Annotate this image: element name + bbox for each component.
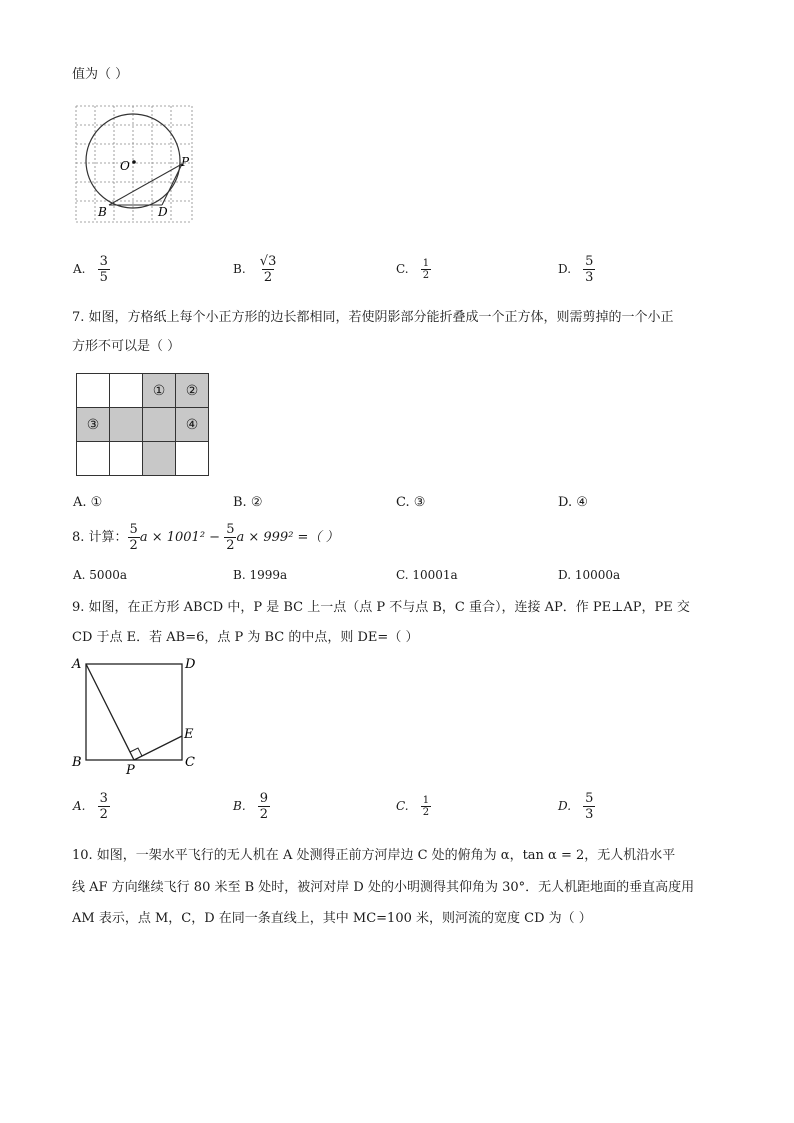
- q6-circle-figure: [74, 104, 194, 226]
- q8-frac-2: $\frac{5}{2}$: [226, 522, 235, 553]
- q7-stem-line1: 7. 如图，方格纸上每个小正方形的边长都相同，若使阴影部分能折叠成一个正方体，则需剪掉的一个小正: [72, 310, 674, 325]
- q6-option-c[interactable]: C. $\frac{1}{2}$: [396, 258, 430, 281]
- q7-cell-3: ③: [77, 408, 110, 442]
- q9-square-figure: [68, 654, 203, 776]
- q7-cell-shaded: [143, 408, 176, 442]
- q6-label-d: D: [158, 205, 168, 219]
- q9-label-c: C: [185, 755, 195, 770]
- q8-option-a[interactable]: A. 5000a: [73, 568, 127, 582]
- q7-cell-shaded: [110, 408, 143, 442]
- q7-cell-shaded: [143, 442, 176, 476]
- q10-stem-line1: 10. 如图，一架水平飞行的无人机在 A 处测得正前方河岸边 C 处的俯角为 α，tan α = 2，无人机沿水平: [72, 848, 676, 863]
- q7-stem-line2: 方形不可以是（ ）: [72, 339, 181, 354]
- q10-stem-line3: AM 表示，点 M，C，D 在同一条直线上，其中 MC=100 米，则河流的宽度 CD 为（ ）: [72, 911, 592, 926]
- q6-option-b[interactable]: B. $\frac{√3}{2}$: [233, 254, 277, 285]
- q10-stem-line2: 线 AF 方向继续飞行 80 米至 B 处时，被河对岸 D 处的小明测得其仰角为 30°．无人机距地面的垂直高度用: [72, 880, 695, 895]
- q7-grid-figure: [76, 373, 209, 476]
- q7-option-a[interactable]: A. ①: [73, 495, 103, 510]
- q9-label-a: A: [72, 657, 82, 672]
- q6-label-b: B: [98, 205, 107, 219]
- q8-term-1: a × 1001² −: [139, 530, 221, 545]
- q9-stem-line1: 9. 如图，在正方形 ABCD 中，P 是 BC 上一点（点 P 不与点 B，C 重合），连接 AP．作 PE⊥AP，PE 交: [72, 600, 690, 615]
- q8-option-b[interactable]: B. 1999a: [233, 568, 288, 582]
- q9-label-b: B: [72, 755, 82, 770]
- q9-label-d: D: [185, 657, 196, 672]
- q7-option-c[interactable]: C. ③: [396, 495, 426, 510]
- q9-option-c[interactable]: C. $\frac{1}{2}$: [396, 795, 430, 818]
- q9-label-e: E: [184, 727, 194, 742]
- q9-stem-line2: CD 于点 E．若 AB=6，点 P 为 BC 的中点，则 DE=（ ）: [72, 630, 419, 645]
- q7-cell-empty: [110, 374, 143, 408]
- q7-cell-empty: [77, 374, 110, 408]
- q9-square: [86, 664, 182, 760]
- q9-option-d[interactable]: D. $\frac{5}{3}$: [558, 791, 594, 822]
- q8-option-d[interactable]: D. 10000a: [558, 568, 621, 582]
- q9-label-p: P: [126, 763, 135, 776]
- q7-option-b[interactable]: B. ②: [233, 495, 263, 510]
- q9-option-a[interactable]: A. $\frac{3}{2}$: [73, 791, 108, 822]
- q7-cell-empty: [77, 442, 110, 476]
- q9-option-b[interactable]: B. $\frac{9}{2}$: [233, 791, 269, 822]
- q6-option-a[interactable]: A. $\frac{3}{5}$: [73, 254, 108, 285]
- q7-cell-empty: [110, 442, 143, 476]
- q7-cell-4: ④: [176, 408, 209, 442]
- q6-label-p: P: [181, 155, 190, 169]
- q8-prefix: 8. 计算：: [72, 530, 128, 545]
- q6-center-dot: [132, 160, 136, 164]
- q8-option-c[interactable]: C. 10001a: [396, 568, 458, 582]
- q6-tail-text: 值为（ ）: [72, 67, 129, 82]
- q6-option-d[interactable]: D. $\frac{5}{3}$: [558, 254, 594, 285]
- q8-frac-1: $\frac{5}{2}$: [129, 522, 138, 553]
- q7-option-d[interactable]: D. ④: [558, 495, 588, 510]
- q6-label-o: O: [120, 159, 130, 173]
- q7-cell-1: ①: [143, 374, 176, 408]
- q7-cell-empty: [176, 442, 209, 476]
- q8-stem: [72, 520, 339, 556]
- q8-term-2: a × 999² =（ ）: [236, 530, 339, 545]
- q9-segment-ap: [86, 664, 134, 760]
- q7-cell-2: ②: [176, 374, 209, 408]
- q9-segment-pe: [134, 736, 182, 760]
